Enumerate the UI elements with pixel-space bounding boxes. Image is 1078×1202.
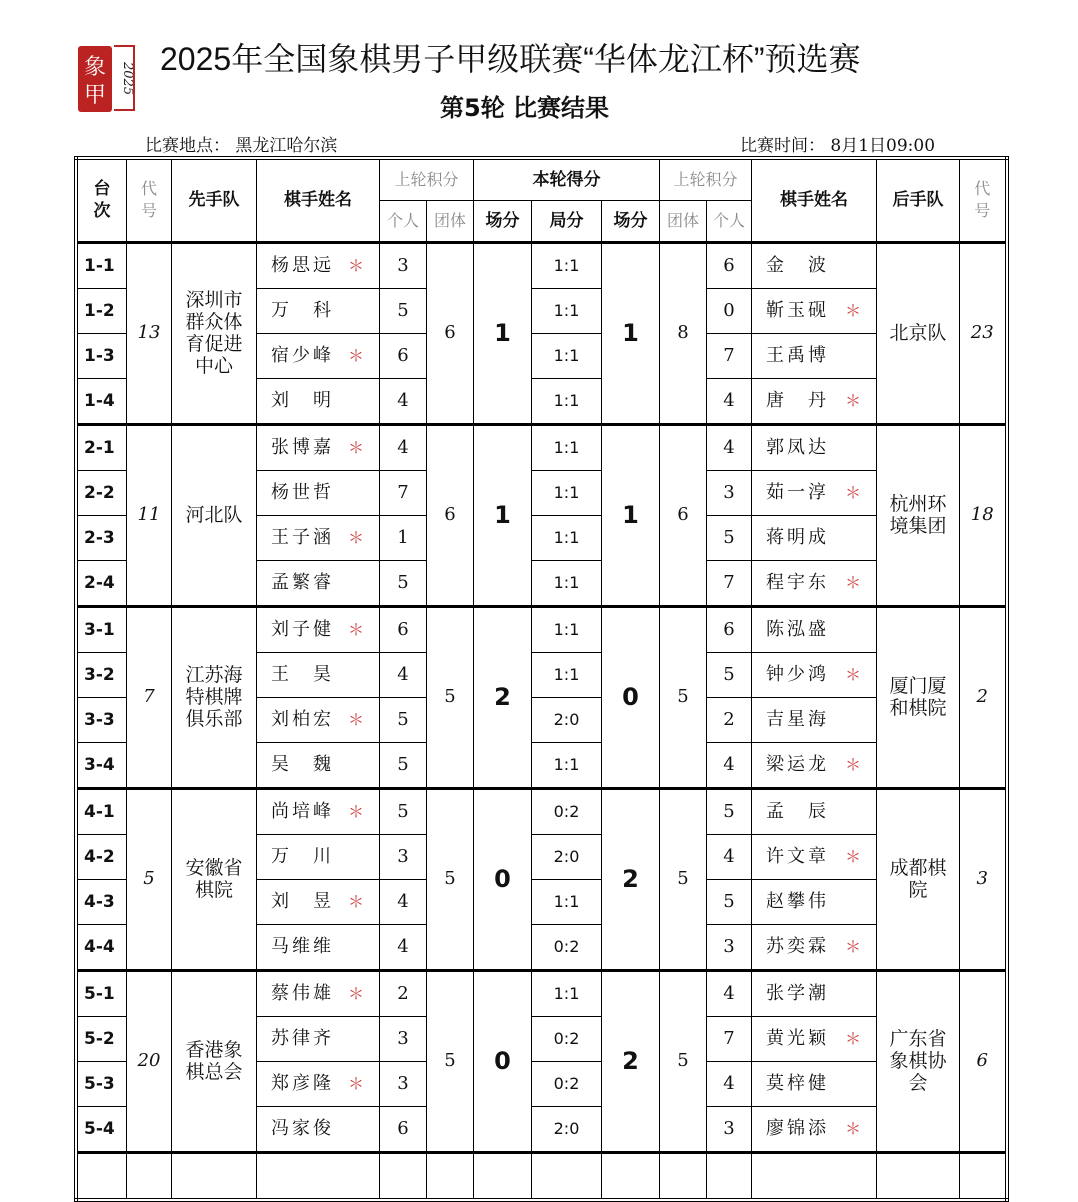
player-b-prev-points: 0 <box>707 288 752 333</box>
game-score: 1:1 <box>532 288 602 333</box>
player-b-name: 程宇东 <box>766 571 829 593</box>
star-icon: ＊ <box>844 1028 864 1048</box>
player-a <box>257 606 380 652</box>
player-a-name: 刘柏宏 <box>271 708 334 730</box>
table-row <box>76 606 1007 652</box>
team-b-name: 杭州环境集团 <box>877 424 960 606</box>
player-b <box>752 1016 877 1061</box>
player-b-name: 黄光颖 <box>766 1027 829 1049</box>
player-b-name: 吉星海 <box>766 708 829 730</box>
player-b-name: 王禹博 <box>766 344 829 366</box>
player-a-name: 杨世哲 <box>271 481 334 503</box>
header-board: 台次 <box>76 158 127 242</box>
player-b <box>752 697 877 742</box>
player-a-prev-points: 4 <box>380 652 427 697</box>
team-a-match-points: 2 <box>474 606 532 788</box>
board-number: 3-4 <box>76 742 127 788</box>
player-a-name: 冯家俊 <box>271 1117 334 1139</box>
cell <box>532 1152 602 1200</box>
team-a-name: 安徽省棋院 <box>172 788 257 970</box>
venue: 比赛地点： 黑龙江哈尔滨 <box>145 136 338 156</box>
player-b <box>752 742 877 788</box>
player-b-prev-points: 4 <box>707 424 752 470</box>
player-a-prev-points: 3 <box>380 834 427 879</box>
game-score: 1:1 <box>532 742 602 788</box>
player-a <box>257 1061 380 1106</box>
header-first-team: 先手队 <box>172 158 257 242</box>
player-a <box>257 470 380 515</box>
board-number: 2-2 <box>76 470 127 515</box>
star-icon: ＊ <box>347 345 367 365</box>
star-icon: ＊ <box>844 300 864 320</box>
player-b-prev-points: 3 <box>707 1106 752 1152</box>
player-b <box>752 470 877 515</box>
board-number: 3-3 <box>76 697 127 742</box>
board-number: 1-3 <box>76 333 127 378</box>
star-icon: ＊ <box>844 390 864 410</box>
header-team-b: 团体 <box>660 200 707 242</box>
team-a-prev-points: 5 <box>427 606 474 788</box>
player-a-prev-points: 5 <box>380 288 427 333</box>
player-b-prev-points: 7 <box>707 560 752 606</box>
player-b <box>752 1061 877 1106</box>
team-a-code: 20 <box>127 970 172 1152</box>
team-b-match-points: 0 <box>602 606 660 788</box>
team-b-match-points: 2 <box>602 788 660 970</box>
table-row <box>76 788 1007 834</box>
header-player-b: 棋手姓名 <box>752 158 877 242</box>
player-b-prev-points: 7 <box>707 1016 752 1061</box>
player-b-prev-points: 4 <box>707 834 752 879</box>
board-number: 3-1 <box>76 606 127 652</box>
player-a-prev-points: 6 <box>380 606 427 652</box>
game-score: 1:1 <box>532 652 602 697</box>
player-a-name: 宿少峰 <box>271 344 334 366</box>
player-b <box>752 560 877 606</box>
header-team-a: 团体 <box>427 200 474 242</box>
board-number: 2-1 <box>76 424 127 470</box>
board-number: 5-1 <box>76 970 127 1016</box>
player-b <box>752 333 877 378</box>
star-icon: ＊ <box>347 801 367 821</box>
star-icon: ＊ <box>347 891 367 911</box>
player-a-prev-points: 3 <box>380 1061 427 1106</box>
player-b <box>752 879 877 924</box>
team-b-name: 厦门厦和棋院 <box>877 606 960 788</box>
team-a-name: 江苏海特棋牌俱乐部 <box>172 606 257 788</box>
cell <box>960 1152 1007 1200</box>
game-score: 1:1 <box>532 515 602 560</box>
player-b-name: 孟 辰 <box>766 800 829 822</box>
player-b-prev-points: 5 <box>707 652 752 697</box>
board-number: 4-4 <box>76 924 127 970</box>
player-b-name: 钟少鸿 <box>766 663 829 685</box>
player-b-prev-points: 4 <box>707 742 752 788</box>
star-icon: ＊ <box>844 846 864 866</box>
player-a <box>257 560 380 606</box>
team-b-name: 广东省象棋协会 <box>877 970 960 1152</box>
star-icon: ＊ <box>347 255 367 275</box>
cell <box>602 1152 660 1200</box>
game-score: 1:1 <box>532 378 602 424</box>
league-logo <box>76 42 138 114</box>
team-a-match-points: 0 <box>474 970 532 1152</box>
player-b-name: 唐 丹 <box>766 389 829 411</box>
team-b-code: 2 <box>960 606 1007 788</box>
team-a-code: 13 <box>127 242 172 424</box>
cell <box>752 1152 877 1200</box>
player-a-prev-points: 2 <box>380 970 427 1016</box>
team-b-code: 23 <box>960 242 1007 424</box>
team-a-prev-points: 5 <box>427 788 474 970</box>
player-a-prev-points: 6 <box>380 1106 427 1152</box>
cell <box>707 1152 752 1200</box>
player-b-name: 蒋明成 <box>766 526 829 548</box>
star-icon: ＊ <box>347 619 367 639</box>
player-a-prev-points: 4 <box>380 879 427 924</box>
player-a-prev-points: 5 <box>380 742 427 788</box>
star-icon: ＊ <box>347 709 367 729</box>
player-b-prev-points: 5 <box>707 788 752 834</box>
board-number: 1-1 <box>76 242 127 288</box>
game-score: 0:2 <box>532 1016 602 1061</box>
player-b-name: 苏奕霖 <box>766 935 829 957</box>
board-number: 5-4 <box>76 1106 127 1152</box>
star-icon: ＊ <box>347 527 367 547</box>
results-table <box>74 156 1009 1202</box>
player-a <box>257 788 380 834</box>
team-b-prev-points: 5 <box>660 788 707 970</box>
team-b-prev-points: 6 <box>660 424 707 606</box>
team-b-name: 成都棋院 <box>877 788 960 970</box>
player-a <box>257 333 380 378</box>
header-code-b: 代号 <box>960 158 1007 242</box>
header-second-team: 后手队 <box>877 158 960 242</box>
player-b-name: 茹一淳 <box>766 481 829 503</box>
player-a-prev-points: 5 <box>380 697 427 742</box>
player-b-name: 靳玉砚 <box>766 299 829 321</box>
team-a-prev-points: 6 <box>427 424 474 606</box>
header-game-score: 局分 <box>532 200 602 242</box>
board-number: 4-3 <box>76 879 127 924</box>
player-a-name: 万 科 <box>271 299 334 321</box>
player-a <box>257 970 380 1016</box>
player-a <box>257 242 380 288</box>
player-b <box>752 834 877 879</box>
player-b-name: 许文章 <box>766 845 829 867</box>
header-indiv-a: 个人 <box>380 200 427 242</box>
player-a-name: 吴 魏 <box>271 753 334 775</box>
player-b <box>752 788 877 834</box>
game-score: 0:2 <box>532 1061 602 1106</box>
svg-text:2025: 2025 <box>120 62 135 96</box>
player-b-prev-points: 3 <box>707 470 752 515</box>
board-number: 3-2 <box>76 652 127 697</box>
player-b-prev-points: 2 <box>707 697 752 742</box>
player-a-name: 尚培峰 <box>271 800 334 822</box>
player-a-name: 孟繁睿 <box>271 571 334 593</box>
game-score: 2:0 <box>532 1106 602 1152</box>
star-icon: ＊ <box>844 572 864 592</box>
player-a-prev-points: 3 <box>380 1016 427 1061</box>
cell <box>257 1152 380 1200</box>
page-subtitle: 第5轮 比赛结果 <box>440 94 610 122</box>
svg-text:甲: 甲 <box>83 83 107 108</box>
player-a <box>257 288 380 333</box>
board-number: 5-2 <box>76 1016 127 1061</box>
star-icon: ＊ <box>844 754 864 774</box>
player-a-prev-points: 1 <box>380 515 427 560</box>
player-b <box>752 242 877 288</box>
player-a-prev-points: 4 <box>380 424 427 470</box>
player-a-name: 苏律齐 <box>271 1027 334 1049</box>
player-a <box>257 924 380 970</box>
game-score: 0:2 <box>532 788 602 834</box>
player-b <box>752 606 877 652</box>
player-a <box>257 652 380 697</box>
player-a-name: 刘 明 <box>271 389 334 411</box>
table-row-partial <box>76 1152 1007 1200</box>
game-score: 1:1 <box>532 333 602 378</box>
player-a <box>257 1016 380 1061</box>
header-match-pts-b: 场分 <box>602 200 660 242</box>
team-a-match-points: 1 <box>474 424 532 606</box>
table-row <box>76 242 1007 288</box>
header-prev-b: 上轮积分 <box>660 158 752 200</box>
player-a-name: 张博嘉 <box>271 436 334 458</box>
player-b-prev-points: 6 <box>707 606 752 652</box>
star-icon: ＊ <box>347 437 367 457</box>
team-a-match-points: 1 <box>474 242 532 424</box>
player-a-name: 刘子健 <box>271 618 334 640</box>
team-b-match-points: 2 <box>602 970 660 1152</box>
player-b-prev-points: 6 <box>707 242 752 288</box>
cell <box>127 1152 172 1200</box>
player-a-name: 万 川 <box>271 845 334 867</box>
player-a <box>257 515 380 560</box>
player-b-name: 梁运龙 <box>766 753 829 775</box>
player-a <box>257 879 380 924</box>
cell <box>380 1152 427 1200</box>
team-b-prev-points: 5 <box>660 606 707 788</box>
cell <box>76 1152 127 1200</box>
star-icon: ＊ <box>844 1118 864 1138</box>
team-a-prev-points: 5 <box>427 970 474 1152</box>
player-b-prev-points: 4 <box>707 970 752 1016</box>
player-a <box>257 697 380 742</box>
player-a-name: 王 昊 <box>271 663 334 685</box>
team-a-code: 7 <box>127 606 172 788</box>
player-a-prev-points: 4 <box>380 924 427 970</box>
board-number: 4-2 <box>76 834 127 879</box>
board-number: 2-4 <box>76 560 127 606</box>
player-b-name: 莫梓健 <box>766 1072 829 1094</box>
game-score: 1:1 <box>532 242 602 288</box>
player-a-name: 杨思远 <box>271 254 334 276</box>
player-b <box>752 652 877 697</box>
player-a-name: 郑彦隆 <box>271 1072 334 1094</box>
header-this-round: 本轮得分 <box>474 158 660 200</box>
team-b-match-points: 1 <box>602 242 660 424</box>
team-a-name: 深圳市群众体育促进中心 <box>172 242 257 424</box>
game-score: 1:1 <box>532 560 602 606</box>
cell <box>660 1152 707 1200</box>
team-a-prev-points: 6 <box>427 242 474 424</box>
cell <box>474 1152 532 1200</box>
game-score: 1:1 <box>532 424 602 470</box>
page-title: 2025年全国象棋男子甲级联赛“华体龙江杯”预选赛 <box>160 41 861 77</box>
player-b <box>752 288 877 333</box>
game-score: 1:1 <box>532 470 602 515</box>
team-b-prev-points: 8 <box>660 242 707 424</box>
header-player-a: 棋手姓名 <box>257 158 380 242</box>
player-a-name: 蔡伟雄 <box>271 982 334 1004</box>
player-a <box>257 742 380 788</box>
player-b-name: 郭凤达 <box>766 436 829 458</box>
star-icon: ＊ <box>844 936 864 956</box>
team-a-match-points: 0 <box>474 788 532 970</box>
team-a-code: 5 <box>127 788 172 970</box>
game-score: 1:1 <box>532 879 602 924</box>
board-number: 2-3 <box>76 515 127 560</box>
player-b-prev-points: 3 <box>707 924 752 970</box>
player-b <box>752 1106 877 1152</box>
player-b-prev-points: 4 <box>707 378 752 424</box>
player-b <box>752 970 877 1016</box>
board-number: 1-2 <box>76 288 127 333</box>
player-b-name: 陈泓盛 <box>766 618 829 640</box>
game-score: 2:0 <box>532 834 602 879</box>
game-score: 1:1 <box>532 606 602 652</box>
player-a-prev-points: 3 <box>380 242 427 288</box>
team-b-code: 3 <box>960 788 1007 970</box>
board-number: 5-3 <box>76 1061 127 1106</box>
player-b <box>752 924 877 970</box>
player-b-prev-points: 5 <box>707 515 752 560</box>
match-time: 比赛时间： 8月1日09:00 <box>740 136 936 156</box>
player-b-name: 金 波 <box>766 254 829 276</box>
team-a-code: 11 <box>127 424 172 606</box>
player-a-prev-points: 7 <box>380 470 427 515</box>
game-score: 0:2 <box>532 924 602 970</box>
team-b-name: 北京队 <box>877 242 960 424</box>
team-b-prev-points: 5 <box>660 970 707 1152</box>
player-a <box>257 1106 380 1152</box>
team-a-name: 香港象棋总会 <box>172 970 257 1152</box>
player-a-name: 马维维 <box>271 935 334 957</box>
cell <box>877 1152 960 1200</box>
star-icon: ＊ <box>844 664 864 684</box>
player-b <box>752 515 877 560</box>
player-b-prev-points: 4 <box>707 1061 752 1106</box>
star-icon: ＊ <box>844 482 864 502</box>
player-a-prev-points: 4 <box>380 378 427 424</box>
player-b-name: 张学潮 <box>766 982 829 1004</box>
team-b-code: 6 <box>960 970 1007 1152</box>
player-b-prev-points: 7 <box>707 333 752 378</box>
player-a <box>257 378 380 424</box>
star-icon: ＊ <box>347 1073 367 1093</box>
board-number: 4-1 <box>76 788 127 834</box>
player-b-prev-points: 5 <box>707 879 752 924</box>
player-a-prev-points: 5 <box>380 788 427 834</box>
header-code-a: 代号 <box>127 158 172 242</box>
game-score: 2:0 <box>532 697 602 742</box>
header-match-pts-a: 场分 <box>474 200 532 242</box>
player-a-name: 刘 昱 <box>271 890 334 912</box>
svg-text:象: 象 <box>83 55 107 80</box>
table-row <box>76 424 1007 470</box>
board-number: 1-4 <box>76 378 127 424</box>
player-a <box>257 834 380 879</box>
player-a-name: 王子涵 <box>271 526 334 548</box>
player-b-name: 廖锦添 <box>766 1117 829 1139</box>
team-a-name: 河北队 <box>172 424 257 606</box>
player-b <box>752 378 877 424</box>
player-a-prev-points: 5 <box>380 560 427 606</box>
table-row <box>76 970 1007 1016</box>
team-b-code: 18 <box>960 424 1007 606</box>
player-a <box>257 424 380 470</box>
player-b <box>752 424 877 470</box>
game-score: 1:1 <box>532 970 602 1016</box>
cell <box>427 1152 474 1200</box>
team-b-match-points: 1 <box>602 424 660 606</box>
header-prev-a: 上轮积分 <box>380 158 474 200</box>
header-indiv-b: 个人 <box>707 200 752 242</box>
star-icon: ＊ <box>347 983 367 1003</box>
player-b-name: 赵攀伟 <box>766 890 829 912</box>
player-a-prev-points: 6 <box>380 333 427 378</box>
cell <box>172 1152 257 1200</box>
